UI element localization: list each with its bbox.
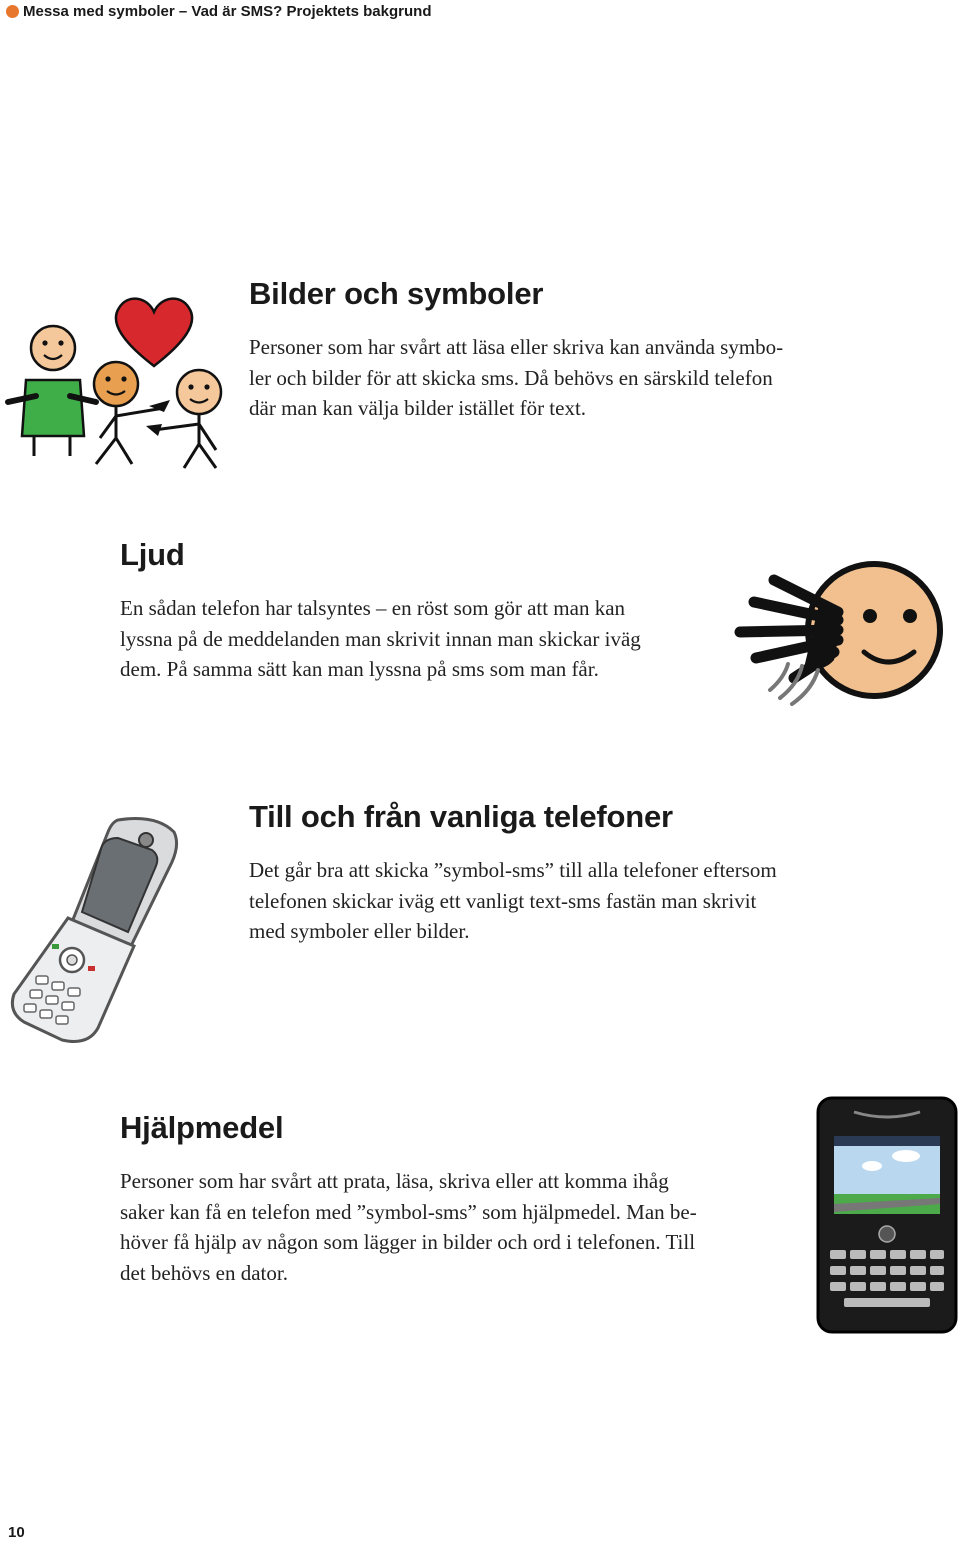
- people-heart-icon: [4, 288, 230, 474]
- smartphone-icon: [814, 1094, 960, 1336]
- section-till-och-fran: [249, 799, 939, 947]
- body-line: saker kan få en telefon med ”symbol-sms” som hjälpmedel. Man be-: [120, 1199, 697, 1224]
- section-body: [249, 855, 939, 947]
- body-line: Personer som har svårt att läsa eller skriva kan använda symbo-: [249, 335, 784, 359]
- section-ljud: [120, 537, 740, 685]
- page-number: 10: [8, 1524, 25, 1541]
- section-body: [249, 332, 929, 424]
- body-line: lyssna på de meddelanden man skrivit innan man skickar iväg: [120, 626, 641, 651]
- section-hjalpmedel: [120, 1110, 800, 1288]
- body-line: höver få hjälp av någon som lägger in bilder och ord i telefonen. Till: [120, 1230, 696, 1254]
- listening-face-icon: [734, 560, 948, 710]
- body-line: Personer som har svårt att prata, läsa, skriva eller att komma ihåg: [120, 1169, 669, 1193]
- section-heading: Bilder och symboler: [249, 276, 544, 311]
- section-heading: Hjälpmedel: [120, 1110, 284, 1145]
- body-line: med symboler eller bilder.: [249, 919, 470, 943]
- header-title: Messa med symboler – Vad är SMS? Projektets bakgrund: [23, 2, 432, 20]
- running-header: [6, 2, 431, 20]
- body-line: ler och bilder för att skicka sms. Då behövs en särskild telefon: [249, 365, 773, 390]
- section-body: [120, 1166, 800, 1288]
- body-line: dem. På samma sätt kan man lyssna på sms som man får.: [120, 657, 599, 681]
- bullet-dot-icon: [6, 5, 19, 18]
- body-line: En sådan telefon har talsyntes – en röst som gör att man kan: [120, 596, 626, 620]
- section-heading: Ljud: [120, 537, 185, 572]
- section-heading: Till och från vanliga telefoner: [249, 799, 673, 834]
- section-bilder-och-symboler: [249, 276, 929, 424]
- body-line: telefonen skickar iväg ett vanligt text-sms fastän man skrivit: [249, 888, 757, 913]
- body-line: Det går bra att skicka ”symbol-sms” till alla telefoner eftersom: [249, 858, 777, 882]
- flip-phone-icon: [6, 814, 182, 1046]
- body-line: det behövs en dator.: [120, 1260, 288, 1285]
- section-body: [120, 593, 740, 685]
- body-line: där man kan välja bilder istället för text.: [249, 396, 587, 420]
